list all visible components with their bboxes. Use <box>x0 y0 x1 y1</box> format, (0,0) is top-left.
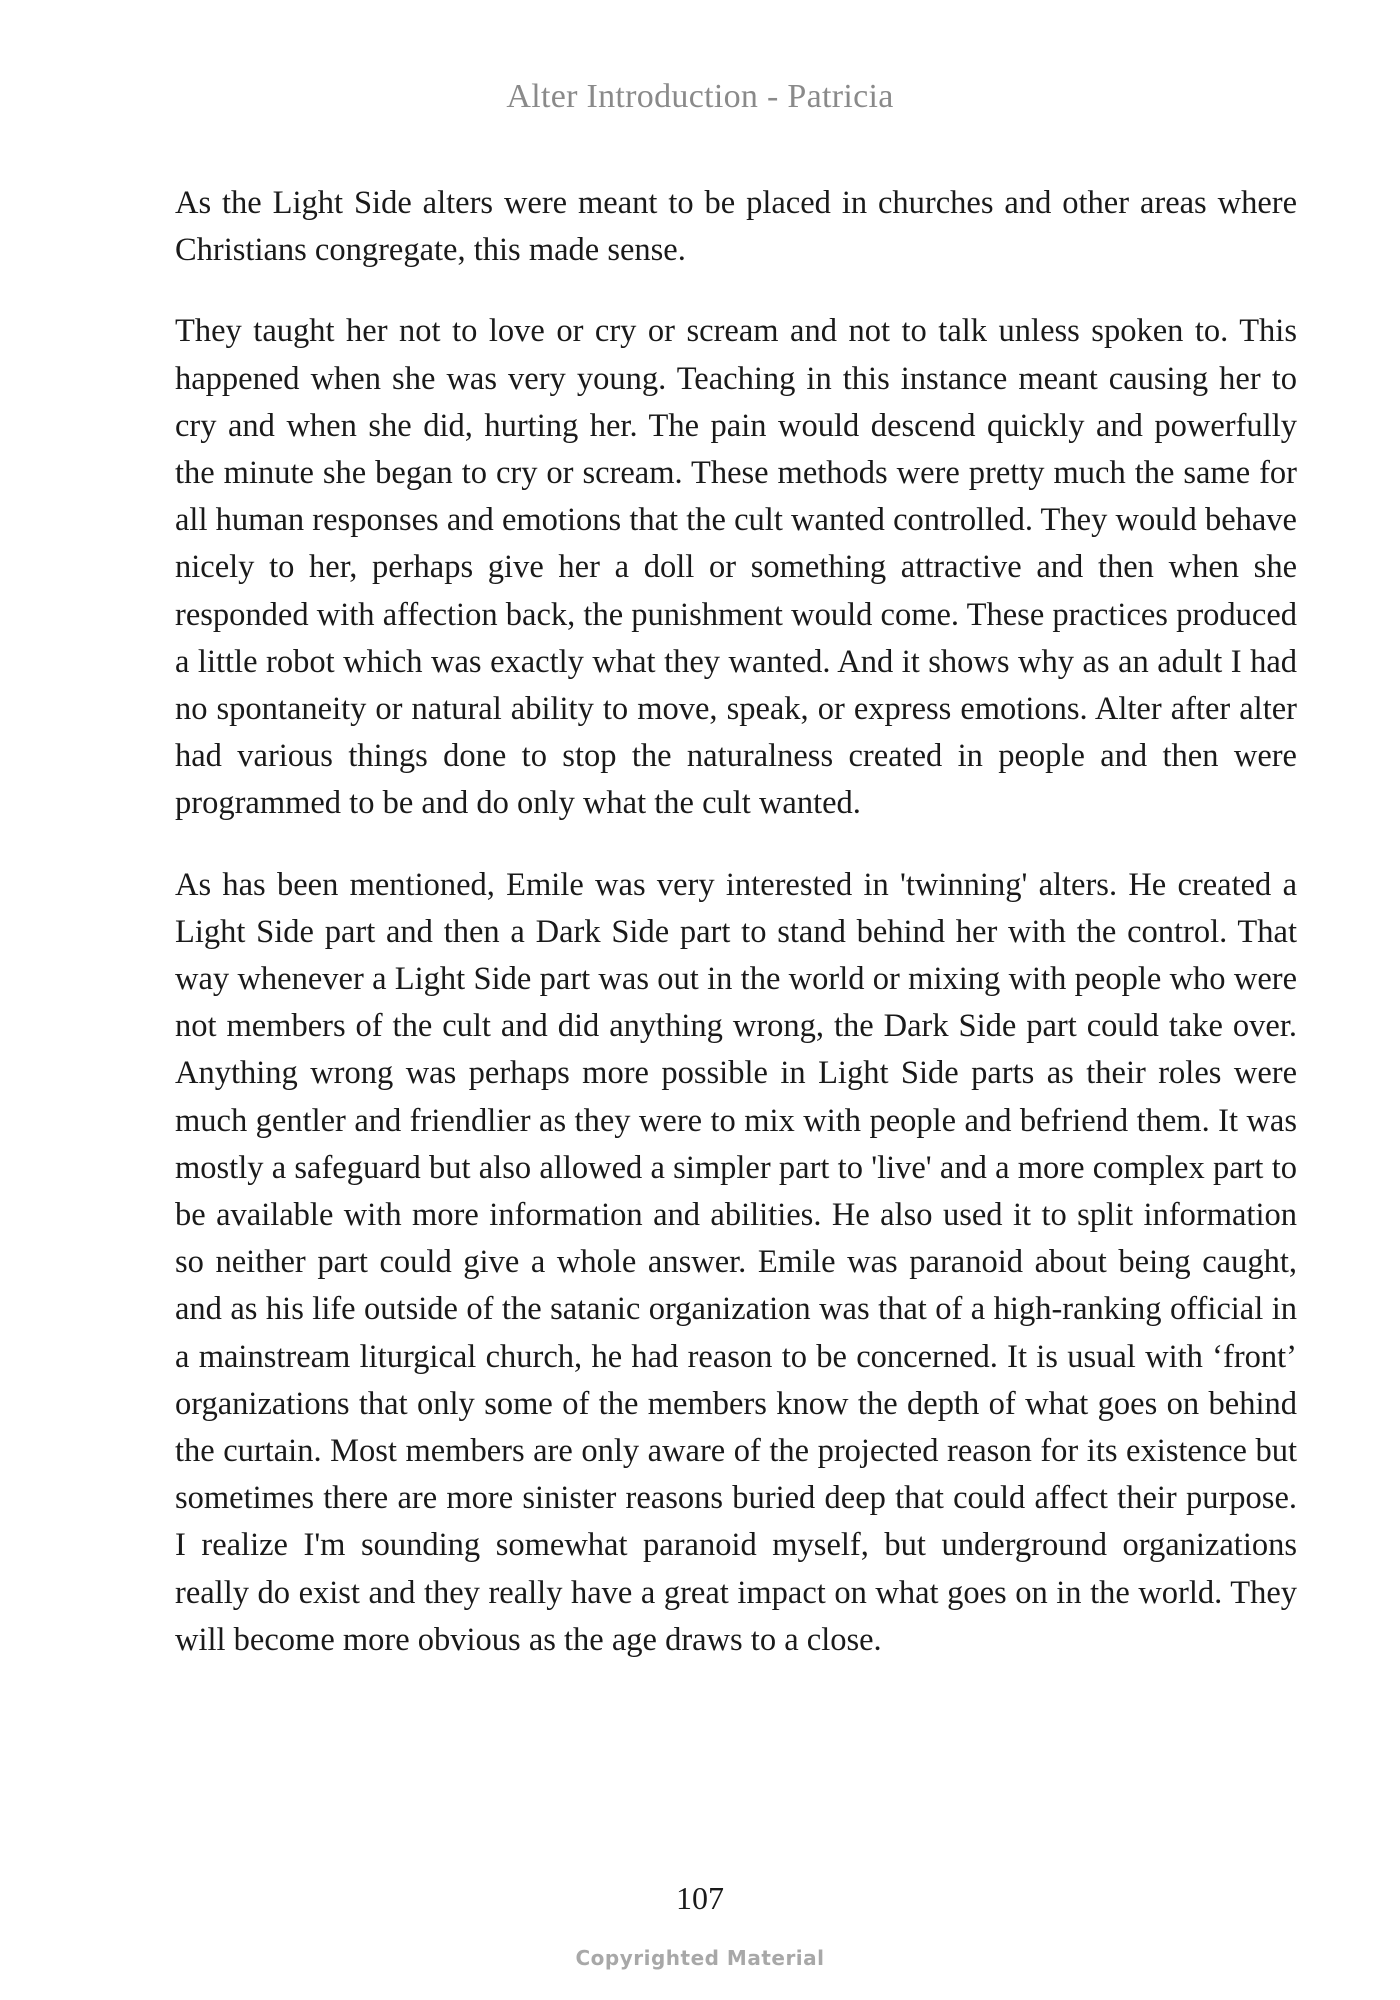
copyright-notice: Copyrighted Material <box>575 1946 825 1970</box>
paragraph-3: As has been mentioned, Emile was very interested in 'twinning' alters. He created a Light Side part and then a Dark Side part to stand behind her with the control. That way whenever a Light Side part was out in the world or mixing with people who were not members of the cult and did anything wrong, the Dark Side part could take over. Anything wrong was perhaps more possible in Light Side parts as their roles were much gentler and friendlier as they were to mix with people and befriend them. It was mostly a safeguard but also allowed a simpler part to 'live' and a more complex part to be available with more information and abilities. He also used it to split information so neither part could give a whole answer. Emile was paranoid about being caught, and as his life outside of the satanic organization was that of a high-ranking official in a mainstream liturgical church, he had reason to be concerned. It is usual with ‘front’ organizations that only some of the members know the depth of what goes on behind the curtain. Most members are only aware of the projected reason for its existence but sometimes there are more sinister reasons buried deep that could affect their purpose. I realize I'm sounding somewhat paranoid myself, but underground organizations really do exist and they really have a great impact on what goes on in the world. They will become more obvious as the age draws to a close. <box>175 866 1297 1658</box>
running-header: Alter Introduction - Patricia <box>506 78 894 115</box>
body-text <box>175 180 1297 1698</box>
page-number: 107 <box>676 1880 724 1916</box>
paragraph-2: They taught her not to love or cry or scream and not to talk unless spoken to. This happened when she was very young. Teaching in this instance meant causing her to cry and when she did, hurting her. The pain would descend quickly and powerfully the minute she began to cry or scream. These methods were pretty much the same for all human responses and emotions that the cult wanted controlled. They would behave nicely to her, perhaps give her a doll or something attractive and then when she responded with affection back, the punishment would come. These practices produced a little robot which was exactly what they wanted. And it shows why as an adult I had no spontaneity or natural ability to move, speak, or express emotions. Alter after alter had various things done to stop the naturalness created in people and then were programmed to be and do only what the cult wanted. <box>175 313 1297 822</box>
paragraph-1: As the Light Side alters were meant to be placed in churches and other areas where Christians congregate, this made sense. <box>175 185 1297 269</box>
